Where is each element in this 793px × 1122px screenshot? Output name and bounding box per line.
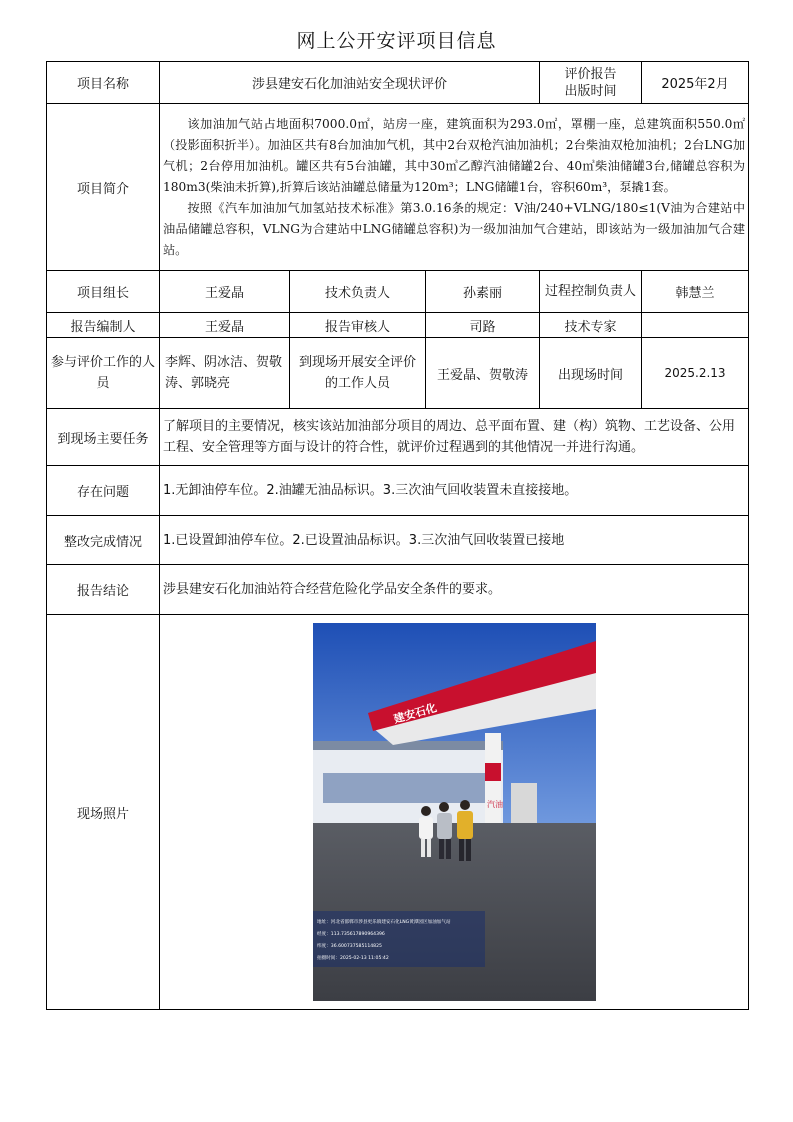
report-date-value: 2025年2月: [642, 62, 749, 104]
tech-label: 技术负责人: [290, 271, 426, 313]
participants-label: 参与评价工作的人员: [47, 338, 160, 409]
site-time-label: 出现场时间: [540, 338, 642, 409]
reviewer-value: 司路: [426, 313, 540, 338]
conclusion-text: 涉县建安石化加油站符合经营危险化学品安全条件的要求。: [160, 565, 749, 615]
row-team-1: [47, 271, 749, 313]
row-participants: [47, 338, 749, 409]
photo-building-roof: [313, 741, 503, 750]
expert-label: 技术专家: [540, 313, 642, 338]
expert-value: [642, 313, 749, 338]
tasks-text: 了解项目的主要情况，核实该站加油部分项目的周边、总平面布置、建（构）筑物、工艺设备、公用工程、安全管理等方面与设计的符合性，就评价过程遇到的其他情况一并进行沟通。: [160, 409, 749, 466]
row-team-2: [47, 313, 749, 338]
photo-label: 现场照片: [47, 615, 160, 1010]
row-conclusion: [47, 565, 749, 615]
leader-label: 项目组长: [47, 271, 160, 313]
photo-overlay-line-1: 地址：河北省邯郸市涉县更乐镇建安石化LNG黄潭园区加油加气站: [316, 920, 451, 925]
photo-overlay-line-4: 拍摄时间：2025-02-13 11:05:42: [316, 956, 389, 961]
photo-pump: [511, 783, 537, 823]
intro-label: 项目简介: [47, 104, 160, 271]
rectification-text: 1.已设置卸油停车位。2.已设置油品标识。3.三次油气回收装置已接地: [160, 516, 749, 565]
participants-names: 李辉、阴冰洁、贺敬涛、郭晓亮: [160, 338, 290, 409]
photo-cell: [160, 615, 749, 1010]
photo-building-windows: [323, 773, 493, 803]
reviewer-label: 报告审核人: [290, 313, 426, 338]
photo-column-sign: 汽油: [486, 800, 503, 809]
photo-canopy-sign: 建安石化: [391, 701, 438, 726]
editor-value: 王爱晶: [160, 313, 290, 338]
photo-column-stripe: [485, 763, 501, 781]
site-staff-label: 到现场开展安全评价的工作人员: [290, 338, 426, 409]
rectification-label: 整改完成情况: [47, 516, 160, 565]
intro-text: [160, 104, 749, 271]
process-value: 韩慧兰: [642, 271, 749, 313]
row-project-name: [47, 62, 749, 104]
process-label: 过程控制负责人: [540, 271, 642, 313]
issues-text: 1.无卸油停车位。2.油罐无油品标识。3.三次油气回收装置未直接接地。: [160, 466, 749, 516]
row-tasks: [47, 409, 749, 466]
photo-overlay-line-2: 经度：113.735617890964396: [316, 932, 385, 937]
tech-value: 孙素丽: [426, 271, 540, 313]
report-date-label-line1: 评价报告: [564, 66, 617, 82]
row-photo: [47, 615, 749, 1010]
project-name-value: 涉县建安石化加油站安全现状评价: [160, 62, 540, 104]
site-photo: [313, 623, 596, 1001]
project-name-label: 项目名称: [47, 62, 160, 104]
intro-paragraph-2: 按照《汽车加油加气加氢站技术标准》第3.0.16条的规定：V油/240+VLNG/180≤1(V油为合建站中油品储罐总容积，VLNG为合建站中LNG储罐总容积)为一级加油加气合建站，即该站为一级加油加气合建站。: [163, 200, 746, 257]
leader-value: 王爱晶: [160, 271, 290, 313]
page-title: 网上公开安评项目信息: [296, 30, 497, 52]
report-date-label-line2: 出版时间: [564, 83, 617, 99]
intro-paragraph-1: 该加油加气站占地面积7000.0㎡，站房一座，建筑面积为293.0㎡，罩棚一座，总建筑面积550.0㎡（投影面积折半）。加油区共有8台加油加气机，其中2台双枪汽油加油机；2台柴油双枪加油机；2台LNG加气机；2台停用加油机。罐区共有5台油罐，其中30㎥乙醇汽油储罐2台、40㎥柴油储罐3台,储罐总容积为180m3(柴油未折算),折算后该站油罐总储量为120m³；LNG储罐1台，容积60m³，泵撬1套。: [163, 116, 746, 194]
photo-overlay-line-3: 纬度：36.600737585114825: [316, 944, 382, 949]
project-info-table: [46, 61, 749, 1010]
site-time-value: 2025.2.13: [642, 338, 749, 409]
site-staff-names: 王爱晶、贺敬涛: [426, 338, 540, 409]
report-date-label: [540, 62, 642, 104]
conclusion-label: 报告结论: [47, 565, 160, 615]
tasks-label: 到现场主要任务: [47, 409, 160, 466]
row-rectification: [47, 516, 749, 565]
row-intro: [47, 104, 749, 271]
row-issues: [47, 466, 749, 516]
issues-label: 存在问题: [47, 466, 160, 516]
editor-label: 报告编制人: [47, 313, 160, 338]
